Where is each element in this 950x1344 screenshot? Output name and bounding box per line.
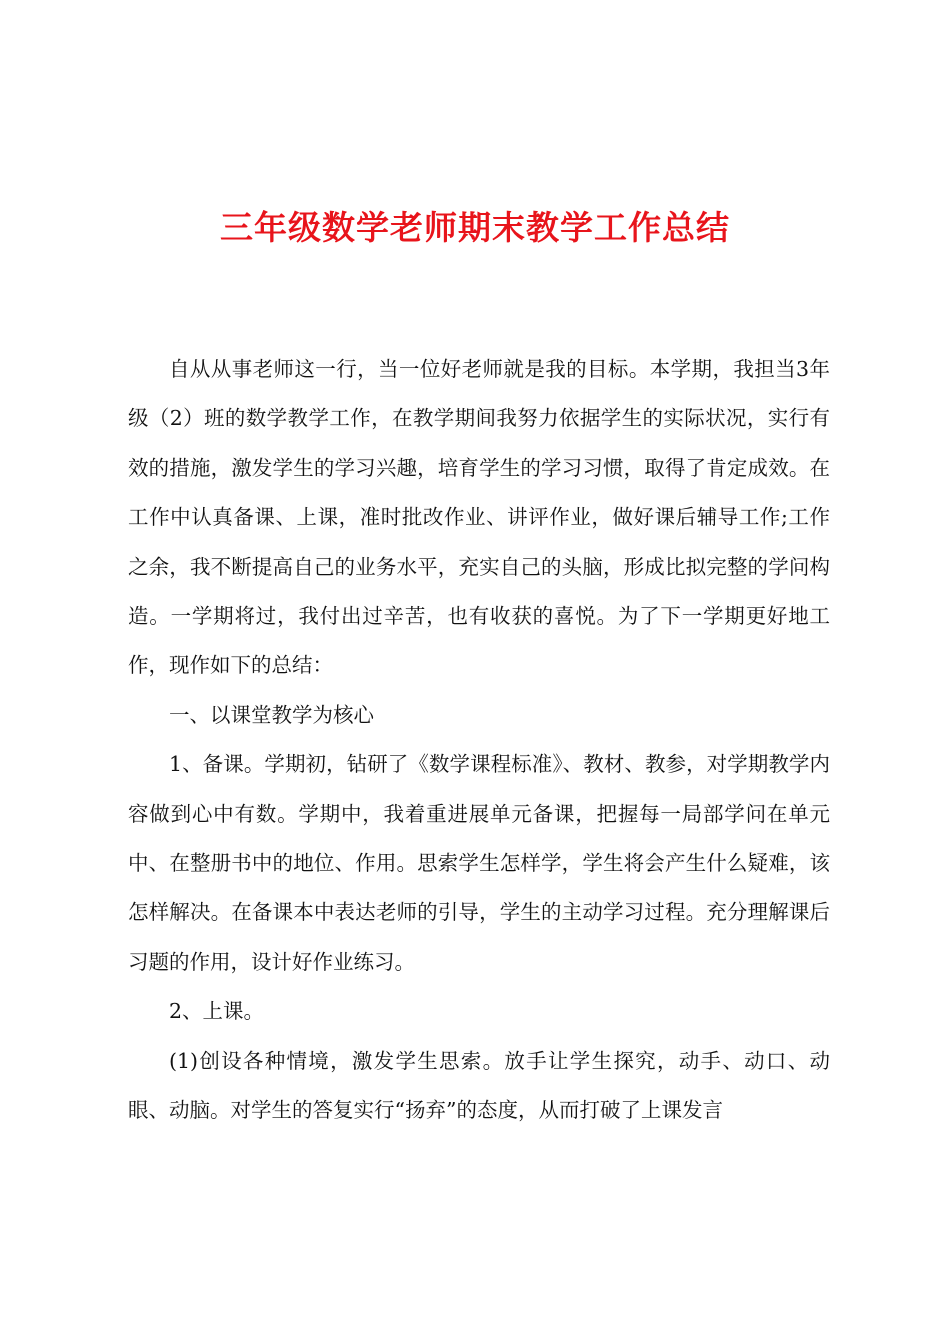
paragraph-lesson-prep: 1、备课。学期初，钻研了《数学课程标准》、教材、教参，对学期教学内容做到心中有数。学期中，我着重进展单元备课，把握每一局部学问在单元中、在整册书中的地位、作用。思索学生怎样学，学生将会产生什么疑难，该怎样解决。在备课本中表达老师的引导，学生的主动学习过程。充分理解课后习题的作用，设计好作业练习。 xyxy=(128,752,830,974)
section-heading-1: 一、以课堂教学为核心 xyxy=(169,702,374,727)
document-body xyxy=(128,345,830,1136)
subheading-teaching: 2、上课。 xyxy=(169,999,265,1024)
paragraph-situations: (1)创设各种情境，激发学生思索。放手让学生探究，动手、动口、动眼、动脑。对学生的答复实行“扬弃”的态度，从而打破了上课发言 xyxy=(128,1048,830,1123)
paragraph-intro: 自从从事老师这一行，当一位好老师就是我的目标。本学期，我担当3年级（2）班的数学教学工作，在教学期间我努力依据学生的实际状况，实行有效的措施，激发学生的学习兴趣，培育学生的学习习惯，取得了肯定成效。在工作中认真备课、上课，准时批改作业、讲评作业，做好课后辅导工作;工作之余，我不断提高自己的业务水平，充实自己的头脑，形成比拟完整的学问构造。一学期将过，我付出过辛苦，也有收获的喜悦。为了下一学期更好地工作，现作如下的总结： xyxy=(128,357,830,678)
document-title: 三年级数学老师期末教学工作总结 xyxy=(220,208,730,247)
